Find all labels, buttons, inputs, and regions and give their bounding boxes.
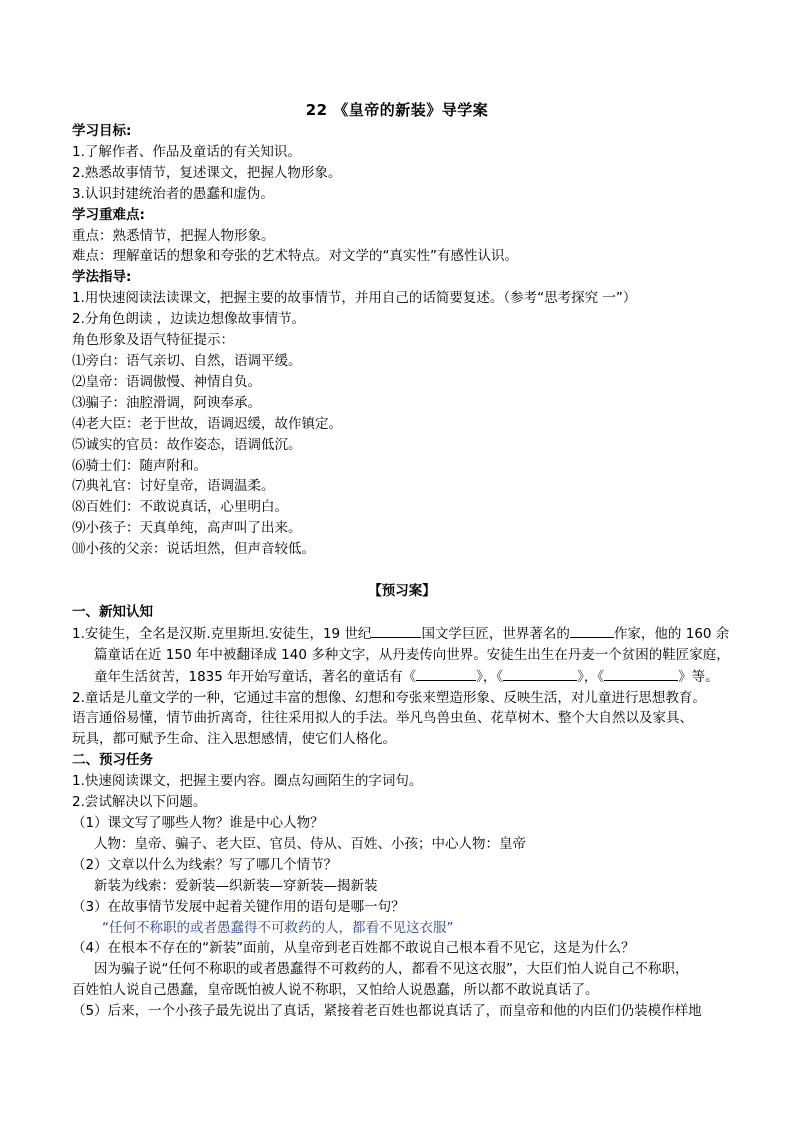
question-1-line-1	[72, 623, 732, 645]
method-item: 2.分角色朗读 ，边读边想像故事情节。	[72, 311, 306, 328]
section-preview-tasks: 二、预习任务	[72, 752, 153, 769]
question-2-line: 玩具，都可赋予生命、注入思想感情，使它们人格化。	[72, 731, 396, 748]
role-item: ⑻百姓们：不敢说真话，心里明白。	[72, 499, 288, 516]
fill-blank[interactable]	[604, 666, 678, 681]
sub-question: （1）课文写了哪些人物？谁是中心人物？	[72, 815, 324, 831]
key-point: 重点：熟悉情节，把握人物形象。	[72, 227, 275, 244]
q1-line3-b: 》，《	[476, 668, 504, 685]
section-new-knowledge: 一、新知认知	[72, 603, 153, 620]
fill-blank[interactable]	[503, 666, 577, 681]
fill-blank[interactable]	[416, 666, 476, 681]
goal-item: 2.熟悉故事情节，复述课文，把握人物形象。	[72, 164, 342, 181]
sub-answer: 新装为线索：爱新装—织新装—穿新装—揭新装	[94, 877, 378, 894]
sub-answer-quote: “任何不称职的或者愚蠢得不可救药的人，都看不见这衣服”	[102, 919, 454, 936]
role-item: ⑺典礼官：讨好皇帝，语调温柔。	[72, 478, 275, 495]
task-item: 1.快速阅读课文，把握主要内容。圈点勾画陌生的字词句。	[72, 773, 423, 790]
role-item: ⑹骑士们：随声附和。	[72, 457, 207, 474]
keypoints-heading: 学习重难点:	[72, 206, 145, 223]
sub-answer: 因为骗子说“任何不称职的或者愚蠢得不可救药的人，都看不见这衣服”，大臣们怕人说自己不称职，	[94, 961, 689, 978]
sub-question: （3）在故事情节发展中起着关键作用的语句是哪一句？	[72, 898, 405, 915]
question-1-line-2: 篇童话在近 150 年中被翻译成 140 多种文字，从丹麦传向世界。安徒生出生在丹麦一个贫困的鞋匠家庭，	[94, 646, 730, 663]
question-2-line: 2.童话是儿童文学的一种，它通过丰富的想像、幻想和夸张来塑造形象、反映生活，对儿童进行思想教育。	[72, 689, 706, 706]
q1-text-a: 1.安徒生，全名是汉斯.克里斯坦.安徒生，19 世纪	[72, 625, 372, 642]
question-1-line-3	[72, 666, 732, 688]
preview-heading: 【预习案】	[368, 583, 436, 600]
sub-question: （4）在根本不存在的“新装”面前，从皇帝到老百姓都不敢说自己根本看不见它，这是为什么？	[72, 940, 635, 957]
role-item: ⑼小孩子：天真单纯，高声叫了出来。	[72, 520, 302, 537]
page-title: 22 《皇帝的新装》导学案	[305, 101, 489, 119]
q1-line3-a: 童年生活贫苦，1835 年开始写童话，著名的童话有《	[94, 668, 417, 685]
goal-item: 1.了解作者、作品及童话的有关知识。	[72, 143, 301, 160]
document-body	[72, 121, 732, 1022]
role-item: ⑶骗子：油腔滑调，阿谀奉承。	[72, 394, 261, 411]
method-heading: 学法指导:	[72, 269, 132, 286]
sub-question: （2）文章以什么为线索？写了哪几个情节？	[72, 856, 338, 873]
role-item: ⑸诚实的官员：故作姿态，语调低沉。	[72, 436, 302, 453]
q1-text-b: 国文学巨匠，世界著名的	[421, 625, 570, 642]
sub-question: （5）后来，一个小孩子最先说出了真话，紧接着老百姓也都说真话了，而皇帝和他的内臣们仍装模作样地	[72, 1003, 702, 1020]
role-item: ⑵皇帝：语调傲慢、神情自负。	[72, 373, 261, 390]
difficult-point: 难点：理解童话的想象和夸张的艺术特点。对文学的“真实性”有感性认识。	[72, 248, 518, 265]
sub-answer: 百姓怕人说自己愚蠢，皇帝既怕被人说不称职，又怕给人说愚蠢，所以都不敢说真话了。	[72, 982, 599, 999]
sub-answer: 人物：皇帝、骗子、老大臣、官员、侍从、百姓、小孩；中心人物：皇帝	[94, 835, 526, 852]
fill-blank[interactable]	[570, 623, 614, 638]
roles-heading: 角色形象及语气特征提示：	[72, 332, 234, 349]
goal-item: 3.认识封建统治者的愚蠢和虚伪。	[72, 185, 274, 202]
q1-line3-c: 》，《	[577, 668, 605, 685]
role-item: ⑽小孩的父亲：说话坦然，但声音较低。	[72, 541, 315, 558]
fill-blank[interactable]	[371, 623, 421, 638]
question-2-line: 语言通俗易懂，情节曲折离奇，往往采用拟人的手法。举凡鸟兽虫鱼、花草树木、整个大自然以及家具、	[72, 710, 693, 727]
q1-line3-d: 》等。	[678, 668, 719, 685]
goals-heading: 学习目标:	[72, 123, 132, 139]
role-item: ⑴旁白：语气亲切、自然，语调平缓。	[72, 352, 302, 369]
method-item: 1.用快速阅读法读课文，把握主要的故事情节，并用自己的话简要复述。（参考“思考探究 一”）	[72, 290, 637, 307]
task-item: 2.尝试解决以下问题。	[72, 794, 207, 811]
role-item: ⑷老大臣：老于世故，语调迟缓，故作镇定。	[72, 415, 342, 432]
q1-text-c: 作家，他的 160 余	[613, 625, 730, 642]
